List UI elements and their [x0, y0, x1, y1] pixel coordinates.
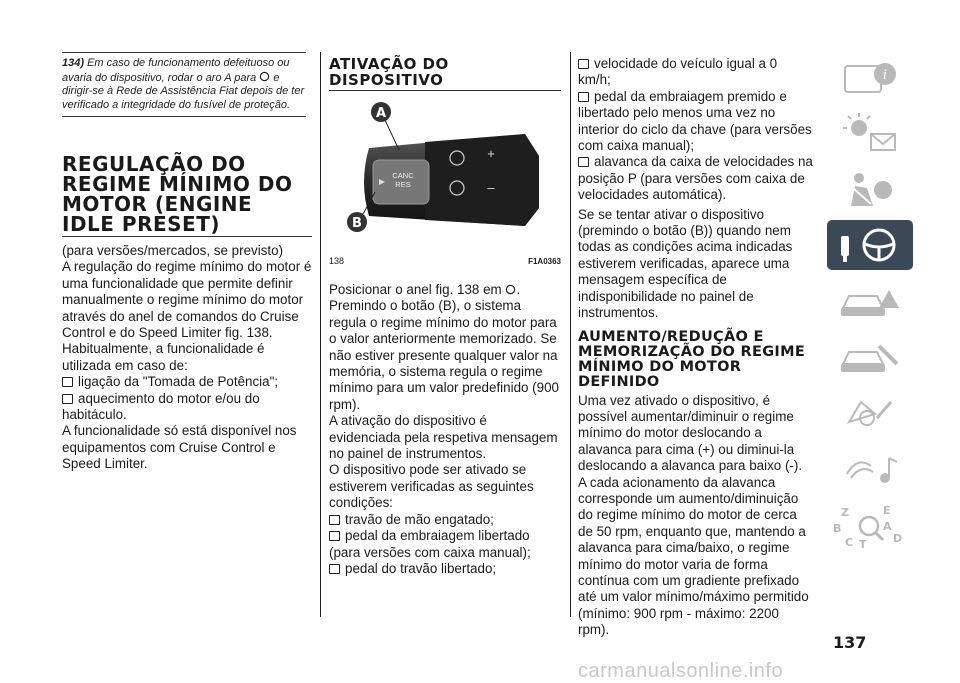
warning-lights-icon [827, 108, 913, 158]
svg-text:D: D [893, 532, 903, 545]
list-item [329, 528, 561, 561]
list-item-text: travão de mão engatado; [345, 511, 494, 527]
paragraph: (para versões/mercados, se previsto) [62, 243, 284, 258]
column-3 [578, 56, 813, 639]
list-item [578, 89, 813, 155]
list-item-text: ligação da "Tomada de Potência"; [78, 374, 279, 390]
list-item [578, 154, 813, 203]
checkbox-bullet-icon [329, 515, 340, 525]
figure-number: 138 [329, 256, 345, 266]
list-item [329, 512, 561, 528]
figure-code: F1A0363 [528, 257, 561, 266]
column-1-body [62, 243, 312, 473]
tab-specifications[interactable] [827, 388, 913, 438]
airbag-seatbelt-icon [827, 164, 913, 214]
tab-info[interactable] [827, 52, 913, 102]
heading-increase-decrease: AUMENTO/REDUÇÃO E MEMORIZAÇÃO DO REGIME MÍNIMO DO MOTOR DEFINIDO [578, 328, 806, 390]
ring-position-icon [505, 284, 516, 295]
checkbox-bullet-icon [578, 59, 589, 69]
tab-starting-driving[interactable] [827, 220, 913, 270]
svg-text:C: C [845, 536, 854, 549]
list-item-text: pedal da embraiagem premido e libertado pelo menos uma vez no interior do ciclo da chave (para versões com caixa manual); [578, 88, 812, 154]
tab-maintenance[interactable] [827, 332, 913, 382]
warning-note [62, 52, 306, 117]
car-warning-icon [827, 276, 913, 326]
list-item [62, 391, 312, 424]
lever-label-res: RES [395, 180, 411, 189]
list-item-text: alavanca da caixa de velocidades na posição P (para versões com caixa de velocidades automática). [578, 154, 813, 203]
index-icon [827, 500, 913, 550]
heading-activation: ATIVAÇÃO DO DISPOSITIVO [329, 56, 561, 91]
chapter-sidebar [827, 52, 914, 556]
paragraph [329, 282, 561, 413]
list-item [62, 374, 312, 390]
tab-multimedia[interactable] [827, 444, 913, 494]
key-steering-wheel-icon [827, 220, 913, 270]
info-icon [827, 52, 913, 102]
list-item-text: velocidade do veículo igual a 0 km/h; [578, 56, 778, 88]
tab-emergency[interactable] [827, 276, 913, 326]
tab-warning-lights[interactable] [827, 108, 913, 158]
list-item [578, 56, 813, 89]
paragraph-text: . Premindo o botão (B), o sistema regula o regime mínimo do motor para o valor anteriormente memorizado. Se não estiver presente qualquer valor na memória, o sistema regula o regime mínimo para um valor predefinido (900 rpm). [329, 282, 559, 412]
svg-text:T: T [859, 538, 867, 550]
list-item-text: pedal da embraiagem libertado (para versões com caixa manual); [329, 528, 531, 560]
checkbox-bullet-icon [329, 531, 340, 541]
watermark: carmanualsonline.info [578, 660, 784, 682]
callout-b: B [352, 216, 362, 231]
list-item-text: pedal do travão libertado; [345, 560, 497, 576]
svg-text:i: i [882, 68, 888, 83]
list-item-text: aquecimento do motor e/ou do habitáculo. [62, 390, 260, 423]
checkbox-bullet-icon [329, 564, 340, 574]
paragraph: A ativação do dispositivo é evidenciada pela respetiva mensagem no painel de instrumentos. [329, 413, 558, 462]
column-divider [320, 52, 321, 617]
note-text-a: Em caso de funcionamento defeituoso ou avaria do dispositivo, rodar o aro A para [62, 57, 290, 84]
specifications-icon [827, 388, 913, 438]
paragraph: A funcionalidade só está disponível nos equipamentos com Cruise Control e Speed Limiter. [62, 423, 297, 472]
column-2-body [329, 282, 561, 577]
heading-idle-preset: REGULAÇÃO DO REGIME MÍNIMO DO MOTOR (ENGINE IDLE PRESET) [62, 154, 312, 237]
svg-text:A: A [883, 520, 892, 533]
paragraph-text: Posicionar o anel fig. 138 em [329, 282, 502, 297]
column-2-heading-wrap [329, 56, 561, 91]
checkbox-bullet-icon [578, 157, 589, 167]
paragraph: A regulação do regime mínimo do motor é uma funcionalidade que permite definir manualmente o regime mínimo do motor através do anel de comandos do Cruise Control e do Speed Limiter fig. 138. Habitualmente, a funcionalidade é utilizada em caso de: [62, 259, 312, 373]
svg-text:E: E [883, 504, 891, 517]
page-number: 137 [833, 633, 867, 652]
list-item [329, 561, 561, 577]
svg-text:Z: Z [841, 506, 849, 519]
figure-138 [329, 96, 561, 266]
paragraph: O dispositivo pode ser ativado se estiverem verificadas as seguintes condições: [329, 462, 534, 511]
paragraph: Uma vez ativado o dispositivo, é possível aumentar/diminuir o regime mínimo do motor deslocando a alavanca para cima (+) ou diminui-la deslocando a alavanca para baixo (-). A cada acionamento da alavanca corresponde um aumento/diminuição do regime mínimo do motor de cerca de 50 rpm, enquanto que, mantendo a alavanca para cima/baixo, o regime mínimo do motor varia de forma contínua com um gradiente prefixado até um valor mínimo/máximo permitido (mínimo: 900 rpm - máximo: 2200 rpm). [578, 392, 809, 638]
checkbox-bullet-icon [578, 92, 589, 102]
lever-plus-label: + [487, 146, 495, 161]
tab-index[interactable] [827, 500, 913, 550]
paragraph: Se se tentar ativar o dispositivo (premindo o botão (B)) quando nem todas as condições acima indicadas estiverem verificadas, aparece uma mensagem específica de indisponibilidade no painel de instrumentos. [578, 206, 793, 321]
callout-a: A [375, 106, 387, 121]
lever-minus-label: – [487, 180, 495, 195]
ring-position-icon [259, 71, 270, 82]
multimedia-icon [827, 444, 913, 494]
checkbox-bullet-icon [62, 394, 73, 404]
column-1 [62, 154, 312, 473]
note-text-b: e dirigir-se à Rede de Assistência Fiat depois de ter verificado a integridade do fusível de proteção. [62, 71, 305, 111]
note-number: 134) [62, 57, 85, 69]
column-divider [570, 52, 571, 617]
tab-airbag[interactable] [827, 164, 913, 214]
car-wrench-icon [827, 332, 913, 382]
cruise-control-lever-illustration [329, 96, 561, 254]
svg-text:B: B [833, 522, 842, 535]
checkbox-bullet-icon [62, 377, 73, 387]
lever-label-canc: CANC [392, 171, 414, 180]
